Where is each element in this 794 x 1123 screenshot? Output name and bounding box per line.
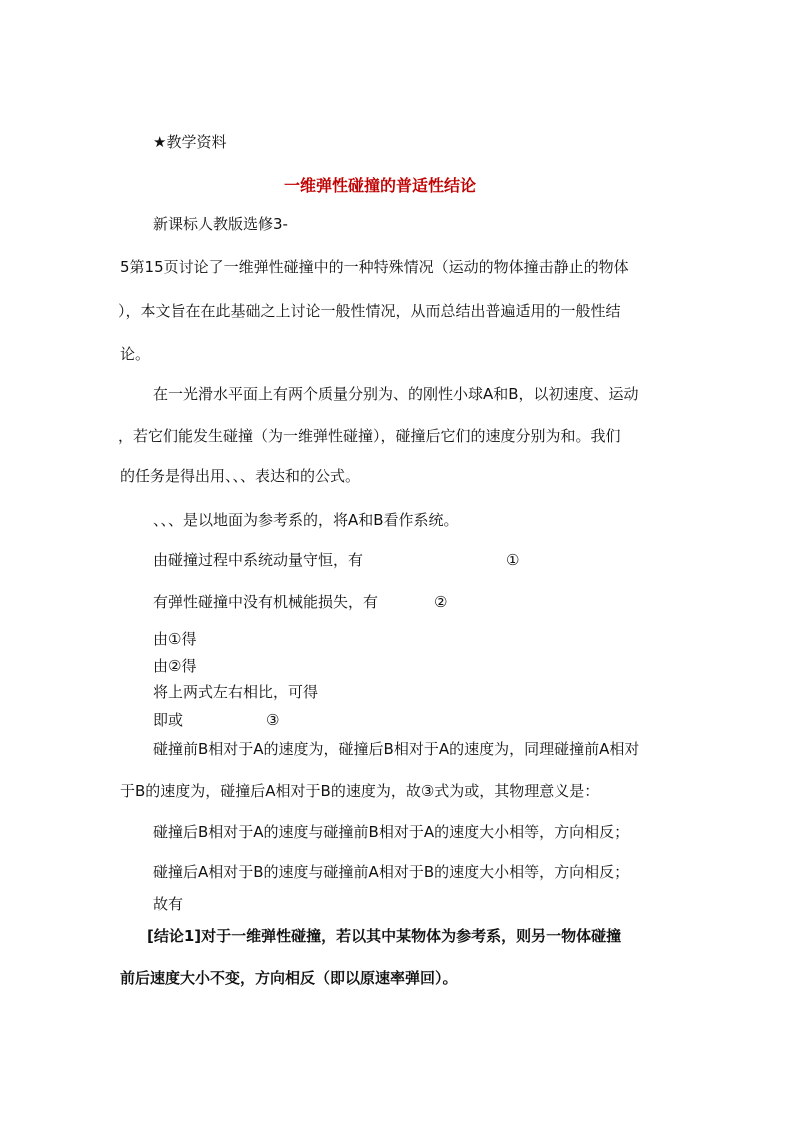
paragraph-line: 、、、是以地面为参考系的，将A和B看作系统。 bbox=[153, 511, 459, 529]
paragraph-line: 故有 bbox=[153, 895, 184, 913]
equation-mark: ② bbox=[434, 593, 448, 611]
header-label: ★教学资料 bbox=[153, 133, 227, 151]
paragraph-line: 有弹性碰撞中没有机械能损失，有 bbox=[153, 593, 379, 611]
conclusion-line: 前后速度大小不变，方向相反（即以原速率弹回）。 bbox=[120, 969, 458, 987]
paragraph-line: 碰撞前B相对于A的速度为，碰撞后B相对于A的速度为，同理碰撞前A相对 bbox=[153, 740, 640, 758]
paragraph-line: 在一光滑水平面上有两个质量分别为、的刚性小球A和B，以初速度、运动 bbox=[153, 385, 639, 403]
conclusion-line: [结论1]对于一维弹性碰撞，若以其中某物体为参考系，则另一物体碰撞 bbox=[147, 927, 622, 945]
document-title: 一维弹性碰撞的普适性结论 bbox=[284, 176, 477, 195]
paragraph-line: 于B的速度为，碰撞后A相对于B的速度为，故③式为或，其物理意义是： bbox=[120, 782, 600, 800]
paragraph-line: 新课标人教版选修3- bbox=[153, 215, 288, 233]
paragraph-line: 碰撞后B相对于A的速度与碰撞前B相对于A的速度大小相等，方向相反； bbox=[153, 823, 630, 841]
equation-mark: ① bbox=[506, 551, 520, 569]
paragraph-line: 的任务是得出用、、、表达和的公式。 bbox=[120, 467, 361, 485]
paragraph-line: 论。 bbox=[120, 345, 151, 363]
paragraph-line: 将上两式左右相比，可得 bbox=[153, 683, 319, 701]
paragraph-line: 即或 bbox=[153, 711, 184, 729]
paragraph-line: 由②得 bbox=[153, 657, 197, 675]
paragraph-line: 5第15页讨论了一维弹性碰撞中的一种特殊情况（运动的物体撞击静止的物体 bbox=[120, 258, 629, 276]
paragraph-line: 由碰撞过程中系统动量守恒，有 bbox=[153, 551, 364, 569]
paragraph-line: 由①得 bbox=[153, 630, 197, 648]
paragraph-line: ），本文旨在在此基础之上讨论一般性情况，从而总结出普遍适用的一般性结 bbox=[118, 302, 621, 320]
paragraph-line: ，若它们能发生碰撞（为一维弹性碰撞），碰撞后它们的速度分别为和。我们 bbox=[118, 427, 621, 445]
paragraph-line: 碰撞后A相对于B的速度与碰撞前A相对于B的速度大小相等，方向相反； bbox=[153, 863, 630, 881]
equation-mark: ③ bbox=[266, 711, 280, 729]
